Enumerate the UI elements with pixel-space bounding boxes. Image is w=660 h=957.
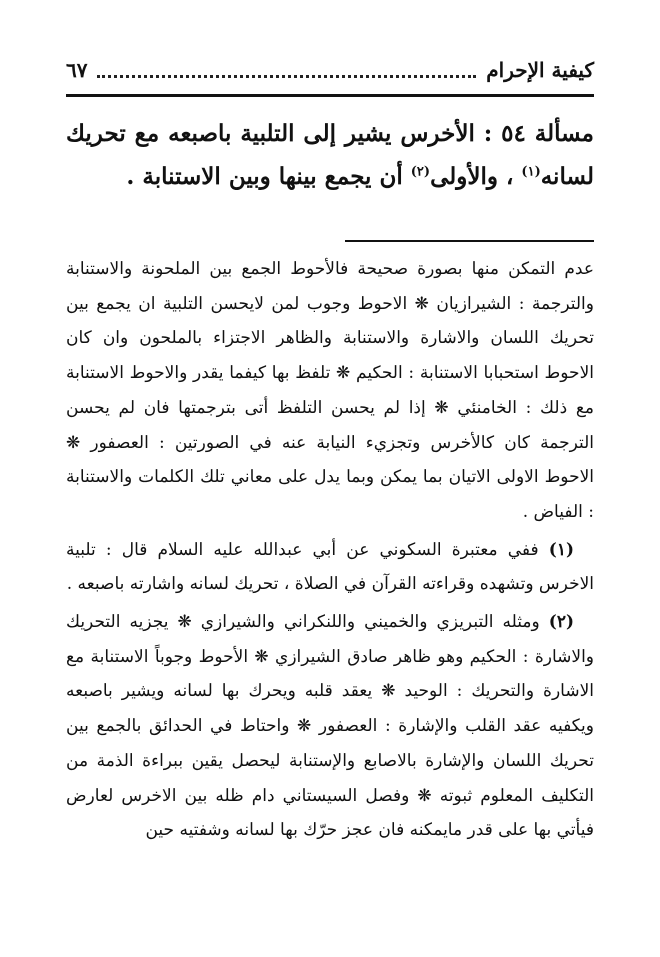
issue-paragraph [66, 112, 594, 198]
issue-text-part1: الأخرس يشير إلى التلبية باصبعه مع تحريك لسانه [66, 120, 594, 190]
page-number: ٦٧ [66, 58, 88, 82]
footnote-1 [66, 533, 594, 602]
header-dot-leader [97, 75, 476, 78]
footnote-ref-2: (٢) [410, 164, 431, 180]
footnote-2-text: ومثله التبريزي والخميني واللنكراني والشيرازي ❋ يجزيه التحريك والاشارة : الحكيم وهو ظاهر صادق الشيرازي ❋ الأحوط وجوباً الاستنابة مع الاشارة والتحريك : الوحيد ❋ يعقد قلبه ويحرك بها لسانه ويشير باصبعه ويكفيه عقد القلب والإشارة : العصفور ❋ واحتاط في الحدائق بالجمع بين تحريك اللسان والإشارة بالاصابع والإستنابة ليحصل يقين ببراءة الذمة من التكليف المعلوم ثبوته ❋ وفصل السيستاني دام ظله بين الاخرس لعارض فيأتي بها على قدر مايمكنه فان عجز حرّك بها لسانه وشفتيه حين [66, 612, 594, 841]
running-header [66, 54, 594, 86]
footnote-1-number: (١) [548, 539, 574, 560]
footnote-continuation: عدم التمكن منها بصورة صحيحة فالأحوط الجمع بين الملحونة والاستنابة والترجمة : الشيرازيان ❋ الاحوط وجوب لمن لايحسن التلبية ان يجمع بين تحريك اللسان والاشارة والاستنابة والظاهر الاجتزاء بالملحون وان كان الاحوط استحبابا الاستنابة : الحكيم ❋ تلفظ بها كيفما يقدر والاحوط الاستنابة مع ذلك : الخامنئي ❋ إذا لم يحسن التلفظ أتى بترجمتها فان لم يحسن الترجمة كان كالأخرس وتجزيء النيابة عنه في الصورتين : العصفور ❋ الاحوط الاولى الاتيان بما يمكن وبما يدل على معاني تلك الكلمات والاستنابة : الفياض . [66, 259, 594, 522]
footnote-separator [345, 240, 594, 242]
footnote-2 [66, 605, 594, 848]
footnotes [66, 252, 594, 848]
footnote-1-text: ففي معتبرة السكوني عن أبي عبدالله عليه السلام قال : تلبية الاخرس وتشهده وقراءته القرآن في الصلاة ، تحريك لسانه واشارته باصبعه . [66, 539, 594, 595]
footnote-ref-1: (١) [521, 164, 541, 180]
issue-text-part3: أن يجمع بينها وبين الاستنابة . [126, 163, 403, 190]
header-rule [66, 94, 594, 97]
issue-label: مسألة ٥٤ : [483, 120, 594, 147]
running-title: كيفية الإحرام [486, 58, 594, 82]
issue-text-part2: ، والأولى [430, 163, 514, 190]
footnote-2-number: (٢) [548, 612, 574, 633]
